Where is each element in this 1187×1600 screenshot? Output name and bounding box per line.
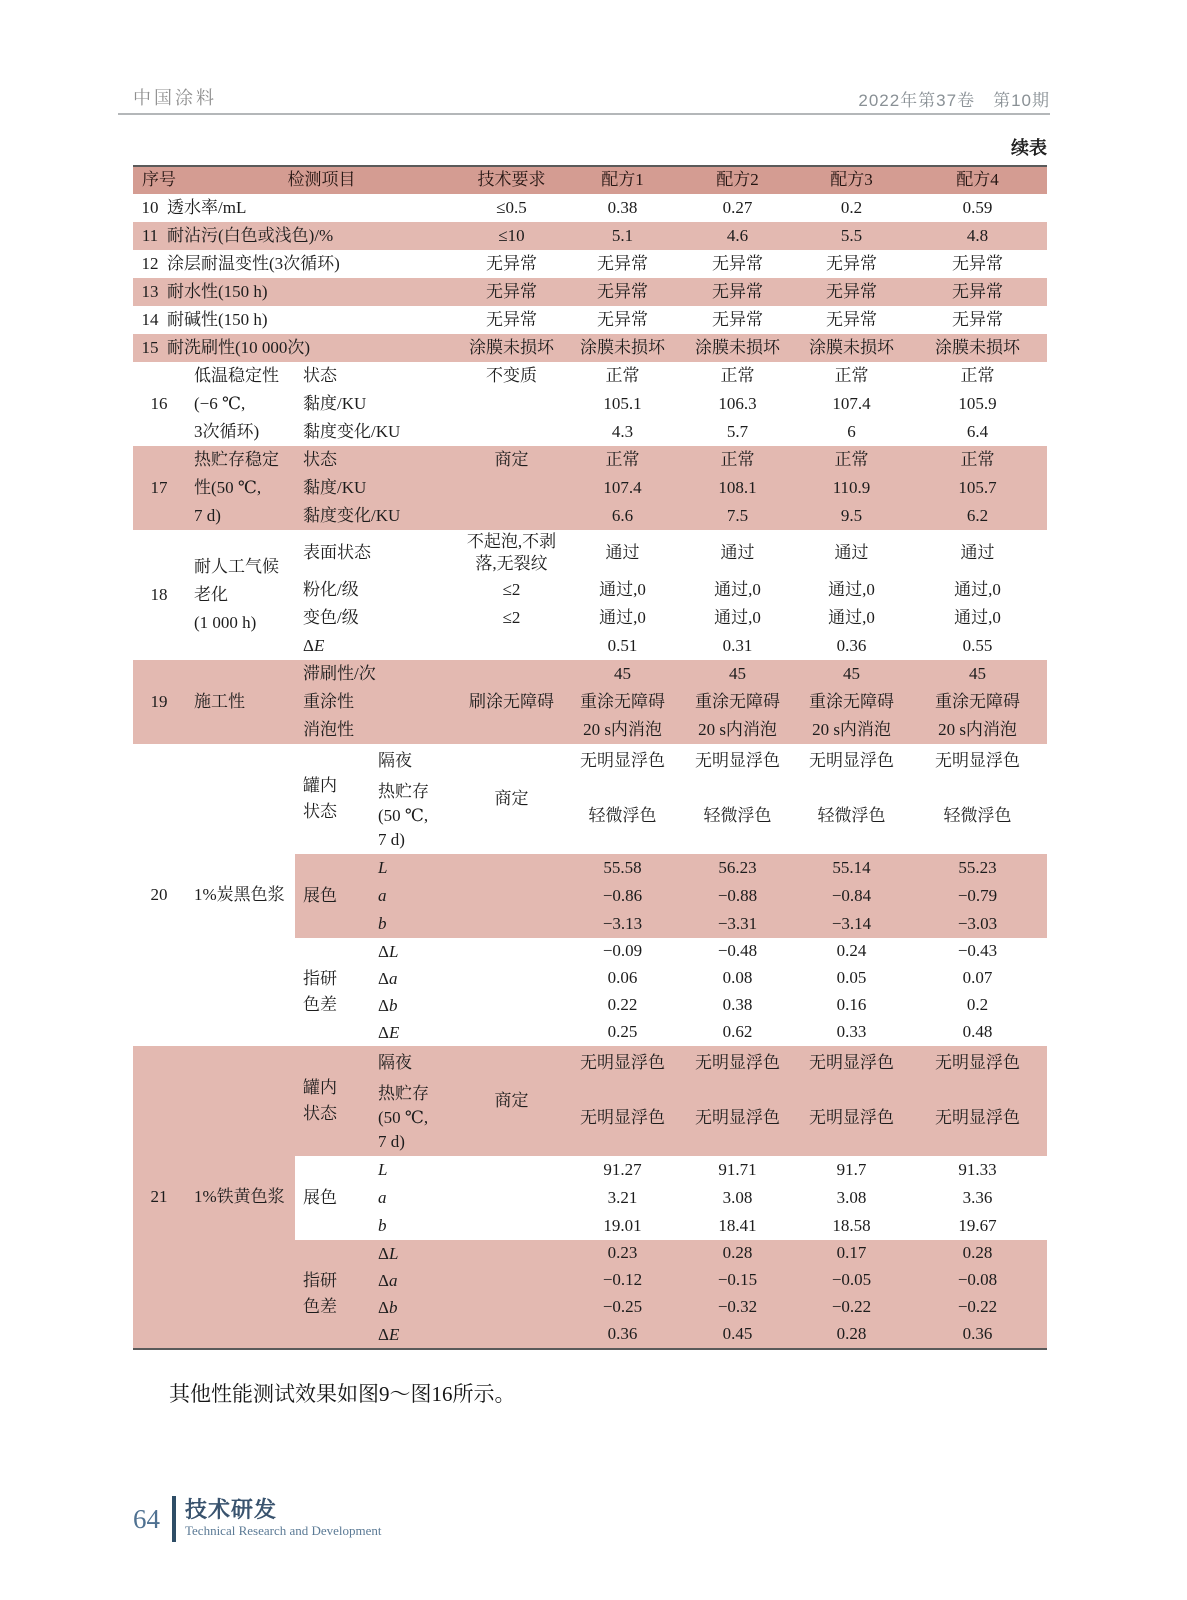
value-cell: 无异常 — [712, 309, 763, 329]
table-subrow — [363, 910, 1047, 938]
sub-item-label: 热贮存 (50 ℃, 7 d) — [378, 782, 429, 849]
value-cell: 105.1 — [603, 393, 642, 413]
table-subrow — [295, 390, 1047, 418]
row-number-cell: 18 — [150, 584, 168, 604]
column-header: 配方1 — [601, 170, 644, 190]
value-cell: 55.23 — [958, 857, 997, 877]
sub-item-cell: 罐内 状态 — [303, 776, 337, 821]
sub-item-label: 变色/级 — [303, 608, 359, 627]
value-cell: 55.58 — [603, 857, 642, 877]
requirement-cell: 商定 — [494, 450, 529, 469]
value-cell: 6.6 — [611, 505, 634, 525]
sub-item-label: 隔夜 — [378, 1053, 412, 1072]
item-group — [295, 1240, 1047, 1348]
requirement-cell: 不变质 — [486, 366, 537, 385]
table-row — [133, 362, 1047, 446]
value-cell: 20 s内消泡 — [812, 719, 891, 739]
value-cell: 涂膜未损坏 — [809, 337, 894, 357]
table-subrow — [363, 1156, 1047, 1184]
value-cell: 91.71 — [718, 1159, 757, 1179]
value-cell: −3.14 — [831, 913, 872, 933]
value-cell: 107.4 — [603, 477, 642, 497]
requirement-cell: 商定 — [494, 788, 529, 808]
table-subrow — [363, 965, 1047, 992]
sub-item-label: 黏度变化/KU — [303, 506, 401, 525]
item-group — [295, 744, 1047, 854]
requirement-cell: 不起泡,不剥 落,无裂纹 — [466, 532, 557, 573]
sub-item-label: ΔL — [378, 941, 399, 961]
item-cell: 耐沾污(白色或浅色)/% — [167, 225, 334, 245]
value-cell: 无明显浮色 — [809, 750, 894, 770]
item-group — [295, 1046, 1047, 1156]
sub-item-label: a — [378, 1188, 387, 1207]
sub-item-label: Δa — [378, 1270, 398, 1290]
requirement-cell: 无异常 — [486, 282, 537, 301]
value-cell: 正常 — [605, 449, 640, 469]
value-cell: 3.36 — [962, 1187, 993, 1207]
value-cell: 0.28 — [962, 1243, 993, 1263]
table-row — [133, 334, 1047, 362]
value-cell: 45 — [614, 663, 631, 683]
value-cell: 0.38 — [722, 995, 753, 1015]
sub-item-label: ΔE — [378, 1324, 400, 1344]
row-number-cell: 12 — [141, 253, 159, 273]
value-cell: 55.14 — [832, 857, 871, 877]
value-cell: 91.33 — [958, 1159, 997, 1179]
value-cell: −0.05 — [831, 1270, 872, 1290]
row-number-cell: 13 — [141, 281, 159, 301]
value-cell: 无明显浮色 — [580, 1052, 665, 1072]
table-subrow — [295, 604, 1047, 632]
value-cell: 5.5 — [840, 225, 863, 245]
value-cell: 涂膜未损坏 — [580, 337, 665, 357]
requirement-cell: 涂膜未损坏 — [469, 338, 554, 357]
issue-info: 2022年第37卷 第10期 — [858, 91, 1050, 110]
sub-item-label: 隔夜 — [378, 751, 412, 770]
sub-item-label: 黏度/KU — [303, 394, 367, 413]
table-subrow — [363, 1294, 1047, 1321]
table-subrow — [363, 1184, 1047, 1212]
table-row — [133, 446, 1047, 530]
value-cell: 无异常 — [597, 281, 648, 301]
table-continued-label: 续表 — [1011, 138, 1047, 158]
table-row — [133, 250, 1047, 278]
sub-item-label: 重涂性 — [303, 692, 354, 711]
value-cell: 0.36 — [836, 635, 867, 655]
row-number-cell: 21 — [150, 1186, 168, 1206]
value-cell: −0.43 — [957, 941, 998, 961]
sub-item-label: 状态 — [303, 366, 337, 385]
sub-item-label: Δa — [378, 968, 398, 988]
value-cell: 0.16 — [836, 995, 867, 1015]
value-cell: 无明显浮色 — [695, 750, 780, 770]
results-table — [133, 165, 1047, 1350]
value-cell: 无异常 — [597, 309, 648, 329]
value-cell: 无异常 — [952, 281, 1003, 301]
value-cell: 56.23 — [718, 857, 757, 877]
requirement-cell: ≤2 — [502, 608, 521, 627]
value-cell: 无明显浮色 — [935, 750, 1020, 770]
footer-section-title: 技术研发 — [185, 1497, 278, 1522]
row-number-cell: 10 — [141, 197, 159, 217]
value-cell: −0.09 — [602, 941, 643, 961]
value-cell: 0.24 — [836, 941, 867, 961]
value-cell: 通过 — [605, 542, 640, 562]
value-cell: 通过,0 — [714, 607, 761, 627]
value-cell: 无明显浮色 — [695, 1052, 780, 1072]
sub-item-label: ΔL — [378, 1243, 399, 1263]
table-subrow — [363, 992, 1047, 1019]
value-cell: 无明显浮色 — [695, 1107, 780, 1127]
value-cell: 20 s内消泡 — [583, 719, 662, 739]
table-subrow — [363, 1019, 1047, 1046]
value-cell: 0.36 — [607, 1324, 638, 1344]
value-cell: 通过,0 — [714, 579, 761, 599]
value-cell: 110.9 — [832, 477, 871, 497]
sub-item-label: 黏度变化/KU — [303, 422, 401, 441]
value-cell: 涂膜未损坏 — [935, 337, 1020, 357]
value-cell: 105.9 — [958, 393, 997, 413]
sub-item-cell: 展色 — [303, 886, 337, 905]
value-cell: 通过 — [960, 542, 995, 562]
table-subrow — [363, 1321, 1047, 1348]
value-cell: 4.6 — [726, 225, 749, 245]
header-rule — [118, 113, 1050, 115]
table-row — [133, 530, 1047, 660]
value-cell: 7.5 — [726, 505, 749, 525]
table-row — [133, 222, 1047, 250]
row-number-cell: 20 — [150, 884, 168, 904]
value-cell: −0.79 — [957, 885, 998, 905]
sub-item-label: 消泡性 — [303, 720, 354, 739]
value-cell: 无明显浮色 — [580, 750, 665, 770]
row-number-cell: 16 — [150, 393, 168, 413]
journal-name: 中国涂料 — [133, 88, 217, 108]
sub-item-label: 热贮存 (50 ℃, 7 d) — [378, 1084, 429, 1151]
value-cell: 5.7 — [726, 421, 749, 441]
value-cell: −3.31 — [717, 913, 758, 933]
table-subrow — [295, 418, 1047, 446]
sub-item-label: 表面状态 — [303, 543, 371, 562]
sub-item-label: ΔE — [378, 1022, 400, 1042]
requirement-cell: 无异常 — [486, 310, 537, 329]
table-subrow — [295, 716, 1047, 744]
value-cell: 0.23 — [607, 1243, 638, 1263]
value-cell: 无明显浮色 — [935, 1107, 1020, 1127]
value-cell: 20 s内消泡 — [938, 719, 1017, 739]
sub-item-cell: 指研 色差 — [303, 1271, 337, 1316]
value-cell: 0.38 — [607, 197, 638, 217]
item-cell: 涂层耐温变性(3次循环) — [167, 253, 340, 273]
value-cell: 105.7 — [958, 477, 997, 497]
value-cell: 0.17 — [836, 1243, 867, 1263]
requirement-cell: ≤10 — [498, 226, 525, 245]
item-cell: 耐人工气候 老化 (1 000 h) — [194, 557, 279, 632]
value-cell: −0.22 — [957, 1297, 998, 1317]
table-row — [133, 660, 1047, 744]
value-cell: −0.22 — [831, 1297, 872, 1317]
sub-item-label: ΔE — [303, 636, 325, 655]
table-subrow — [363, 1212, 1047, 1240]
value-cell: 3.21 — [607, 1187, 638, 1207]
row-number-cell: 19 — [150, 691, 168, 711]
column-header: 配方2 — [716, 170, 759, 190]
value-cell: 无明显浮色 — [935, 1052, 1020, 1072]
value-cell: 无异常 — [597, 253, 648, 273]
value-cell: 6 — [847, 421, 856, 441]
sub-item-label: L — [378, 858, 388, 877]
value-cell: 106.3 — [718, 393, 757, 413]
value-cell: 轻微浮色 — [943, 805, 1012, 825]
value-cell: 无明显浮色 — [580, 1107, 665, 1127]
row-number-cell: 14 — [141, 309, 159, 329]
value-cell: −0.12 — [602, 1270, 643, 1290]
value-cell: 6.4 — [966, 421, 989, 441]
table-subrow — [295, 362, 1047, 390]
value-cell: 45 — [969, 663, 986, 683]
value-cell: 45 — [843, 663, 860, 683]
footer-section-subtitle: Technical Research and Development — [185, 1523, 382, 1538]
value-cell: 正常 — [720, 449, 755, 469]
table-subrow — [295, 446, 1047, 474]
value-cell: 3.08 — [722, 1187, 753, 1207]
sub-item-label: 状态 — [303, 450, 337, 469]
requirement-cell: 无异常 — [486, 254, 537, 273]
table-row — [133, 744, 1047, 1046]
value-cell: 91.27 — [603, 1159, 642, 1179]
value-cell: 0.62 — [722, 1022, 753, 1042]
table-row — [133, 306, 1047, 334]
value-cell: 0.55 — [962, 635, 993, 655]
value-cell: 0.28 — [722, 1243, 753, 1263]
table-subrow — [363, 882, 1047, 910]
column-header: 检测项目 — [287, 170, 356, 190]
table-row — [133, 278, 1047, 306]
value-cell: 无异常 — [712, 281, 763, 301]
item-group — [295, 1156, 1047, 1240]
value-cell: 0.51 — [607, 635, 638, 655]
sub-item-cell: 展色 — [303, 1188, 337, 1207]
page-number: 64 — [133, 1503, 160, 1534]
value-cell: 轻微浮色 — [588, 805, 657, 825]
value-cell: 无异常 — [826, 309, 877, 329]
value-cell: 9.5 — [840, 505, 863, 525]
value-cell: −3.03 — [957, 913, 998, 933]
value-cell: 19.67 — [958, 1215, 997, 1235]
sub-item-label: 滞刷性/次 — [303, 664, 376, 683]
value-cell: 重涂无障碍 — [580, 691, 665, 711]
value-cell: 6.2 — [966, 505, 989, 525]
value-cell: 45 — [729, 663, 746, 683]
sub-item-label: b — [378, 914, 387, 933]
value-cell: 无明显浮色 — [809, 1052, 894, 1072]
value-cell: 0.28 — [836, 1324, 867, 1344]
value-cell: 4.3 — [611, 421, 634, 441]
sub-item-label: a — [378, 886, 387, 905]
sub-item-label: Δb — [378, 995, 398, 1015]
column-header: 配方4 — [956, 170, 999, 190]
table-subrow — [295, 530, 1047, 576]
value-cell: 正常 — [834, 449, 869, 469]
table-subrow — [363, 938, 1047, 965]
value-cell: 0.25 — [607, 1022, 638, 1042]
value-cell: 重涂无障碍 — [695, 691, 780, 711]
sub-item-label: b — [378, 1216, 387, 1235]
value-cell: −0.08 — [957, 1270, 998, 1290]
body-text: 其他性能测试效果如图9～图16所示。 — [169, 1382, 516, 1406]
value-cell: 正常 — [834, 365, 869, 385]
item-cell: 透水率/mL — [167, 197, 247, 217]
table-subrow — [295, 632, 1047, 660]
value-cell: 无异常 — [826, 253, 877, 273]
value-cell: 5.1 — [611, 225, 634, 245]
column-header: 序号 — [142, 170, 176, 190]
value-cell: −0.25 — [602, 1297, 643, 1317]
column-header: 技术要求 — [477, 170, 546, 190]
value-cell: −3.13 — [602, 913, 643, 933]
sub-item-label: 粉化/级 — [303, 580, 359, 599]
value-cell: 正常 — [960, 449, 995, 469]
value-cell: 0.36 — [962, 1324, 993, 1344]
value-cell: 0.48 — [962, 1022, 993, 1042]
table-subrow — [295, 502, 1047, 530]
table-subrow — [295, 688, 1047, 716]
value-cell: 91.7 — [836, 1159, 867, 1179]
value-cell: 18.58 — [832, 1215, 871, 1235]
requirement-cell: ≤0.5 — [496, 198, 527, 217]
requirement-cell: 商定 — [494, 1090, 529, 1110]
value-cell: 0.31 — [722, 635, 753, 655]
row-number-cell: 11 — [141, 225, 159, 245]
value-cell: 无异常 — [712, 253, 763, 273]
table-subrow — [295, 660, 1047, 688]
sub-item-cell: 指研 色差 — [303, 969, 337, 1014]
value-cell: 0.06 — [607, 968, 638, 988]
row-number-cell: 15 — [141, 337, 159, 357]
item-cell: 1%铁黄色浆 — [194, 1187, 285, 1206]
value-cell: −0.88 — [717, 885, 758, 905]
item-cell: 热贮存稳定 性(50 ℃, 7 d) — [194, 450, 279, 525]
footer-divider — [172, 1496, 176, 1542]
footer-section — [185, 1498, 382, 1540]
value-cell: 通过,0 — [599, 607, 646, 627]
value-cell: 0.59 — [962, 197, 993, 217]
value-cell: 通过 — [720, 542, 755, 562]
value-cell: 3.08 — [836, 1187, 867, 1207]
value-cell: −0.32 — [717, 1297, 758, 1317]
item-cell: 耐洗刷性(10 000次) — [167, 337, 311, 357]
sub-item-label: L — [378, 1160, 388, 1179]
value-cell: 0.33 — [836, 1022, 867, 1042]
table-subrow — [295, 474, 1047, 502]
value-cell: 重涂无障碍 — [809, 691, 894, 711]
value-cell: 正常 — [960, 365, 995, 385]
item-cell: 耐水性(150 h) — [167, 281, 268, 301]
sub-item-cell: 罐内 状态 — [303, 1078, 337, 1123]
value-cell: 重涂无障碍 — [935, 691, 1020, 711]
value-cell: 正常 — [605, 365, 640, 385]
value-cell: 正常 — [720, 365, 755, 385]
table-row — [133, 1046, 1047, 1348]
value-cell: −0.86 — [602, 885, 643, 905]
item-cell: 施工性 — [194, 692, 245, 711]
table-subrow — [295, 576, 1047, 604]
value-cell: 107.4 — [832, 393, 871, 413]
value-cell: 无异常 — [952, 253, 1003, 273]
value-cell: 0.05 — [836, 968, 867, 988]
value-cell: 0.45 — [722, 1324, 753, 1344]
table-header-row — [133, 167, 1047, 194]
value-cell: 通过,0 — [828, 579, 875, 599]
requirement-cell: ≤2 — [502, 580, 521, 599]
value-cell: −0.84 — [831, 885, 872, 905]
value-cell: 无异常 — [952, 309, 1003, 329]
item-cell: 低温稳定性 (−6 ℃, 3次循环) — [194, 366, 279, 441]
table-subrow — [363, 1267, 1047, 1294]
value-cell: 0.08 — [722, 968, 753, 988]
value-cell: 通过,0 — [599, 579, 646, 599]
table-subrow — [363, 1240, 1047, 1267]
table-subrow — [363, 854, 1047, 882]
value-cell: 0.2 — [966, 995, 989, 1015]
value-cell: 通过,0 — [954, 579, 1001, 599]
value-cell: 0.22 — [607, 995, 638, 1015]
value-cell: 18.41 — [718, 1215, 757, 1235]
value-cell: 4.8 — [966, 225, 989, 245]
item-group — [295, 938, 1047, 1046]
value-cell: 0.2 — [840, 197, 863, 217]
value-cell: 通过,0 — [954, 607, 1001, 627]
value-cell: −0.15 — [717, 1270, 758, 1290]
column-header: 配方3 — [830, 170, 873, 190]
item-group — [295, 854, 1047, 938]
page-footer — [133, 1496, 382, 1542]
value-cell: −0.48 — [717, 941, 758, 961]
value-cell: 108.1 — [718, 477, 757, 497]
row-number-cell: 17 — [150, 477, 168, 497]
item-cell: 1%炭黑色浆 — [194, 885, 285, 904]
value-cell: 0.07 — [962, 968, 993, 988]
value-cell: 通过 — [834, 542, 869, 562]
requirement-cell: 刷涂无障碍 — [469, 692, 554, 711]
value-cell: 0.27 — [722, 197, 753, 217]
item-cell: 耐碱性(150 h) — [167, 309, 268, 329]
value-cell: 19.01 — [603, 1215, 642, 1235]
value-cell: 20 s内消泡 — [698, 719, 777, 739]
sub-item-label: Δb — [378, 1297, 398, 1317]
sub-item-label: 黏度/KU — [303, 478, 367, 497]
value-cell: 轻微浮色 — [703, 805, 772, 825]
value-cell: 无明显浮色 — [809, 1107, 894, 1127]
value-cell: 轻微浮色 — [817, 805, 886, 825]
value-cell: 涂膜未损坏 — [695, 337, 780, 357]
table-row — [133, 194, 1047, 222]
value-cell: 无异常 — [826, 281, 877, 301]
value-cell: 通过,0 — [828, 607, 875, 627]
